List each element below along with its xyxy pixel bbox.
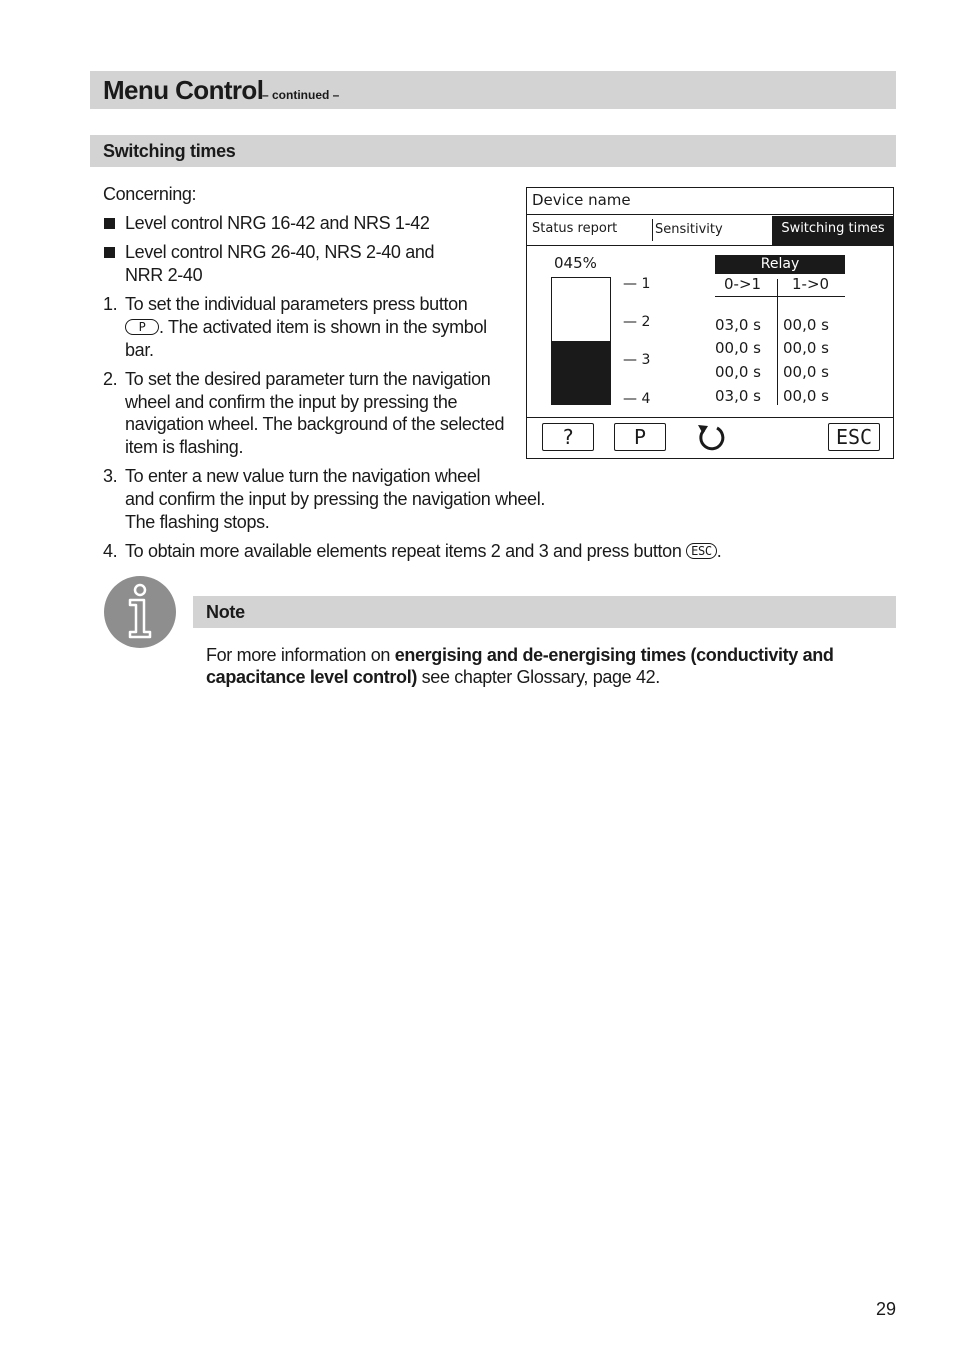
bullet-item: Level control NRG 16-42 and NRS 1-42 (125, 213, 430, 233)
column-header-off: 1->0 (792, 275, 830, 293)
time-cell: 03,0 s (715, 316, 761, 334)
tab-switching-times[interactable]: Switching times (772, 216, 894, 245)
step-text: To obtain more available elements repeat items 2 and 3 and press button (125, 541, 682, 561)
device-name-label: Device name (532, 191, 631, 209)
concerning-label: Concerning: (103, 184, 197, 204)
time-cell: 00,0 s (715, 363, 761, 381)
section-title: Switching times (103, 141, 236, 161)
step-text: . The activated item is shown in the symbol (159, 317, 487, 337)
esc-key-icon: ESC (686, 543, 717, 559)
level-value: 045% (554, 254, 597, 272)
note-text: see chapter Glossary, page 42. (417, 667, 660, 687)
note-header (193, 596, 896, 628)
step-number: 3. (103, 466, 118, 486)
bullet-item-continued: NRR 2-40 (125, 265, 203, 285)
note-text-bold: energising and de-energising times (conductivity and (394, 645, 834, 665)
note-text-line (206, 644, 834, 667)
relay-header: Relay (715, 255, 845, 274)
level-tick: — 4 (623, 391, 651, 407)
step-text-end: . (716, 541, 722, 561)
page-subtitle: – continued – (262, 88, 340, 102)
step-text: item is flashing. (125, 437, 244, 457)
page-number: 29 (876, 1299, 897, 1319)
note-text-line (206, 666, 660, 689)
bullet-marker (104, 218, 115, 229)
step-number: 2. (103, 369, 118, 389)
level-tick: — 2 (623, 314, 651, 330)
step-text: To enter a new value turn the navigation wheel (125, 466, 481, 486)
column-header-on: 0->1 (724, 275, 762, 293)
level-bar-fill (552, 341, 610, 404)
time-cell: 00,0 s (715, 339, 761, 357)
note-text-bold: capacitance level control) (206, 667, 417, 687)
step-text: wheel and confirm the input by pressing the (125, 392, 458, 412)
p-button[interactable]: P (614, 423, 666, 451)
divider (527, 245, 893, 246)
note-title: Note (206, 602, 245, 622)
page-header (90, 71, 896, 109)
note-text: For more information on (206, 645, 395, 665)
time-cell: 03,0 s (715, 387, 761, 405)
step-text: To set the desired parameter turn the navigation (125, 369, 491, 389)
bullet-marker (104, 247, 115, 258)
divider (715, 296, 845, 297)
step-text-line (125, 540, 721, 563)
device-display (526, 187, 894, 459)
tab-sensitivity[interactable]: Sensitivity (652, 219, 723, 241)
step-text: The flashing stops. (125, 512, 270, 532)
tab-status-report[interactable]: Status report (532, 221, 618, 236)
bullet-item: Level control NRG 26-40, NRS 2-40 and (125, 242, 435, 262)
level-bar (551, 277, 611, 405)
device-button-bar (527, 418, 893, 458)
time-cell: 00,0 s (783, 339, 829, 357)
level-tick: — 3 (623, 352, 651, 368)
refresh-icon[interactable] (695, 422, 729, 452)
divider (527, 214, 893, 215)
help-button[interactable]: ? (542, 423, 594, 451)
info-icon (104, 576, 176, 648)
step-text: bar. (125, 340, 154, 360)
step-text: navigation wheel. The background of the selected (125, 414, 505, 434)
step-number: 4. (103, 541, 118, 561)
column-separator (777, 279, 778, 405)
time-cell: 00,0 s (783, 387, 829, 405)
page-title: Menu Control (103, 75, 264, 105)
time-cell: 00,0 s (783, 316, 829, 334)
section-header (90, 135, 896, 167)
step-text: To set the individual parameters press button (125, 294, 468, 314)
step-number: 1. (103, 294, 118, 314)
esc-button[interactable]: ESC (828, 423, 880, 451)
step-text-line (125, 316, 487, 339)
level-tick: — 1 (623, 276, 651, 292)
p-key-icon: P (125, 319, 159, 335)
step-text: and confirm the input by pressing the navigation wheel. (125, 489, 546, 509)
time-cell: 00,0 s (783, 363, 829, 381)
